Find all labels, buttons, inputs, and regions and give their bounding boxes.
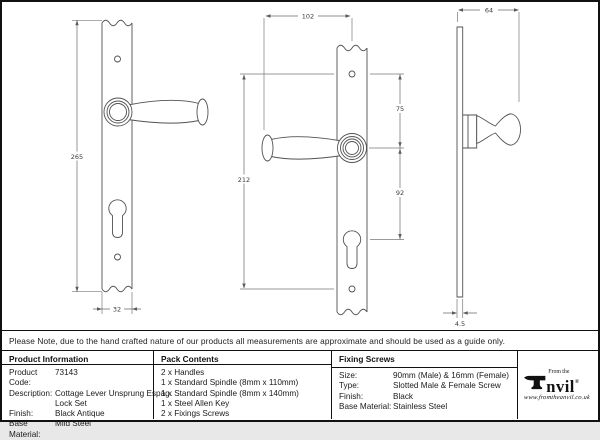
dim-plate-width: 32 [112,305,122,314]
table-row [9,368,151,389]
lever-grip-2 [269,137,342,159]
euro-cylinder-keyhole [109,200,126,238]
fixing-screws-body [332,368,517,419]
screw-hole-bottom [115,254,121,260]
dim-screw-to-lever: 75 [395,105,405,114]
lever-rose [104,98,132,126]
dim-plate-height: 265 [70,152,84,161]
list-item: 1 x Steel Allen Key [161,398,230,408]
field-label: Finish: [9,409,34,419]
list-item: 1 x Standard Spindle (8mm x 110mm) [161,378,299,388]
product-information-column [2,351,172,439]
handle-collar [463,115,477,148]
product-information-body [2,365,172,440]
side-view-dimensions [443,10,519,318]
field-label [9,399,55,409]
field-value: Cottage Lever Unsprung Espag. [55,388,172,398]
registered-mark: ® [574,379,580,386]
logo-name: nvil [546,377,575,397]
front-view-arrows [75,20,137,310]
table-row [339,392,515,402]
field-value: Mild Steel [55,419,91,429]
field-label: Size: [339,371,358,380]
pack-contents-body [154,365,331,419]
dim-plate-thickness: 4.5 [454,320,466,328]
disclaimer-note-text: Please Note, due to the hand crafted nature of our products all measurements are approximate and should be used as a guide only. [9,335,506,346]
pack-contents-header: Pack Contents [154,351,331,365]
front-view-dimensions [72,20,141,314]
dim-lever-reach: 102 [301,12,315,21]
lever-end-cap-2 [262,135,273,161]
list-item: 2 x Handles [161,368,205,377]
logo-website: www.fromtheanvil.co.uk [523,394,591,402]
screw-hole-top [115,56,121,62]
anvil-icon [524,372,546,390]
logo-wordmark [546,369,579,397]
screw-hole-top-2 [349,71,355,77]
list-item: 2 x Fixings Screws [161,409,230,419]
from-the-anvil-logo [524,369,590,401]
fixing-screws-column [332,351,518,419]
disclaimer-note-bar [2,331,598,351]
table-row [339,371,515,381]
pack-contents-column [154,351,332,419]
table-row [339,381,515,391]
fixing-screws-header: Fixing Screws [332,351,517,368]
field-label: Base Material: [339,401,392,411]
brand-logo-cell [518,351,597,419]
side-profile-view [457,27,521,297]
field-label: Product Code: [9,368,38,388]
field-value: 90mm (Male) & 16mm (Female) [393,371,510,380]
handle-drawings-svg [2,2,598,331]
specification-table [2,351,598,439]
lever-end-cap [197,99,208,125]
product-information-header: Product Information [2,351,153,365]
field-label: Base Material: [9,419,41,439]
plate-profile [457,27,463,297]
technical-drawing-panel [2,2,598,331]
field-label: Finish: [339,391,364,401]
dim-lever-to-cylinder: 92 [395,189,405,198]
field-value: Slotted Male & Female Screw [393,381,501,391]
front-view-lever-right [102,20,208,292]
lever-rose-2 [338,134,367,163]
field-label: Description: [9,388,53,398]
backplate-2 [337,45,367,315]
field-value: Black [393,391,414,401]
table-row [9,388,172,399]
dim-centres-overall: 212 [237,175,251,184]
dim-projection: 64 [484,6,494,15]
field-value: Stainless Steel [393,401,448,411]
field-value: Black Antique [55,409,105,419]
handle-knob-profile [477,114,521,145]
table-row [9,399,151,409]
field-label: Type: [339,381,360,391]
side-view-arrows [452,8,519,314]
table-row [339,402,515,412]
table-row [9,409,151,419]
screw-hole-bottom-2 [349,286,355,292]
field-value: 73143 [55,368,78,377]
lever-grip [128,100,201,123]
backplate [102,20,132,292]
front-view-lever-left [262,45,367,315]
list-item: 1 x Standard Spindle (8mm x 140mm) [161,388,299,398]
euro-cylinder-keyhole-2 [343,231,360,269]
field-value: Lock Set [55,398,87,408]
table-row [9,419,151,440]
logo-from-the: From the [548,369,570,376]
